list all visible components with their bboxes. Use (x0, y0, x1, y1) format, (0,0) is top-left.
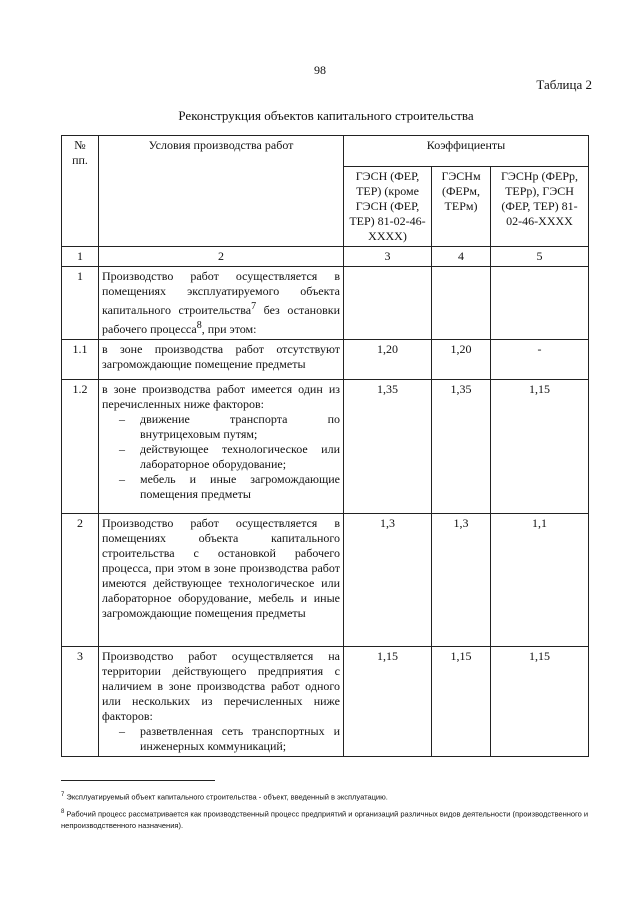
column-number: 4 (432, 247, 491, 267)
list-item: – мебель и иные загромождающие помещения предметы (102, 472, 340, 502)
column-number: 2 (99, 247, 344, 267)
factor-list (102, 724, 340, 754)
coef-gesnm: 1,3 (432, 514, 491, 647)
row-condition: Производство работ осуществляется в помещениях объекта капитального строительства с остановкой рабочего процесса, при этом в зоне производства работ имеются действующее технологическое или лабораторное оборудование, мебель и иные загромождающие помещения предметы (99, 514, 344, 647)
header-gesn: ГЭСН (ФЕР, ТЕР) (кроме ГЭСН (ФЕР, ТЕР) 81-02-46-XXXX) (344, 167, 432, 247)
row-number: 2 (62, 514, 99, 647)
footnote-8 (61, 807, 601, 831)
table-caption: Таблица 2 (536, 77, 592, 92)
condition-text: Производство работ осуществляется на территории действующего предприятия с наличием в зоне производства работ одного или нескольких из перечисленных ниже факторов: (102, 649, 340, 723)
page-title: Реконструкция объектов капитального строительства (178, 108, 474, 123)
header-coefficients: Коэффициенты (344, 136, 589, 167)
table-header-row (62, 136, 589, 167)
table-row (62, 267, 589, 340)
coefficients-table (61, 135, 589, 757)
coef-gesn: 1,35 (344, 380, 432, 514)
page-number: 98 (314, 63, 326, 77)
row-condition (99, 267, 344, 340)
condition-text: в зоне производства работ имеется один из перечисленных ниже факторов: (102, 382, 340, 411)
row-number: 1.2 (62, 380, 99, 514)
coef-gesnr: 1,15 (491, 647, 589, 757)
footnote-divider (61, 780, 215, 781)
coef-gesnm: 1,15 (432, 647, 491, 757)
coef-gesnr: - (491, 340, 589, 380)
coef-gesnr (491, 267, 589, 340)
column-number-row (62, 247, 589, 267)
row-condition (99, 647, 344, 757)
condition-text: без остановки рабочего процесса (102, 303, 340, 336)
footnote-text: Эксплуатируемый объект капитального строительства - объект, введенный в эксплуатацию. (64, 792, 388, 802)
coef-gesn (344, 267, 432, 340)
table-row (62, 514, 589, 647)
condition-text: , при этом: (201, 322, 257, 336)
coef-gesn: 1,15 (344, 647, 432, 757)
header-conditions: Условия производства работ (99, 136, 344, 247)
column-number: 3 (344, 247, 432, 267)
table-row (62, 647, 589, 757)
footnote-mark: 7 (61, 792, 65, 798)
footnote-text: Рабочий процесс рассматривается как производственный процесс предприятий и организаций различных видов деятельности (производственного и непроизводственного назначения). (61, 809, 589, 830)
factor-list (102, 412, 340, 502)
coef-gesnm: 1,20 (432, 340, 491, 380)
header-num: № пп. (62, 136, 99, 247)
coef-gesn: 1,20 (344, 340, 432, 380)
coef-gesn: 1,3 (344, 514, 432, 647)
condition-text: Производство работ осуществляется в помещениях эксплуатируемого объекта капитального строительства (102, 269, 340, 317)
column-number: 5 (491, 247, 589, 267)
row-condition: в зоне производства работ отсутствуют загромождающие помещение предметы (99, 340, 344, 380)
list-item: – движение транспорта по внутрицеховым путям; (102, 412, 340, 442)
list-item: – действующее технологическое или лабораторное оборудование; (102, 442, 340, 472)
coef-gesnm (432, 267, 491, 340)
table-row (62, 340, 589, 380)
table-row (62, 380, 589, 514)
coef-gesnm: 1,35 (432, 380, 491, 514)
column-number: 1 (62, 247, 99, 267)
footnote-mark: 8 (61, 809, 65, 815)
footnote-7 (61, 790, 601, 803)
footnote-mark: 8 (196, 320, 202, 331)
footnote-mark: 7 (251, 301, 257, 312)
header-gesnr: ГЭСНр (ФЕРр, ТЕРр), ГЭСН (ФЕР, ТЕР) 81-02-46-XXXX (491, 167, 589, 247)
row-condition (99, 380, 344, 514)
row-number: 3 (62, 647, 99, 757)
row-number: 1 (62, 267, 99, 340)
list-item: – разветвленная сеть транспортных и инженерных коммуникаций; (102, 724, 340, 754)
header-gesnm: ГЭСНм (ФЕРм, ТЕРм) (432, 167, 491, 247)
coef-gesnr: 1,1 (491, 514, 589, 647)
row-number: 1.1 (62, 340, 99, 380)
coef-gesnr: 1,15 (491, 380, 589, 514)
